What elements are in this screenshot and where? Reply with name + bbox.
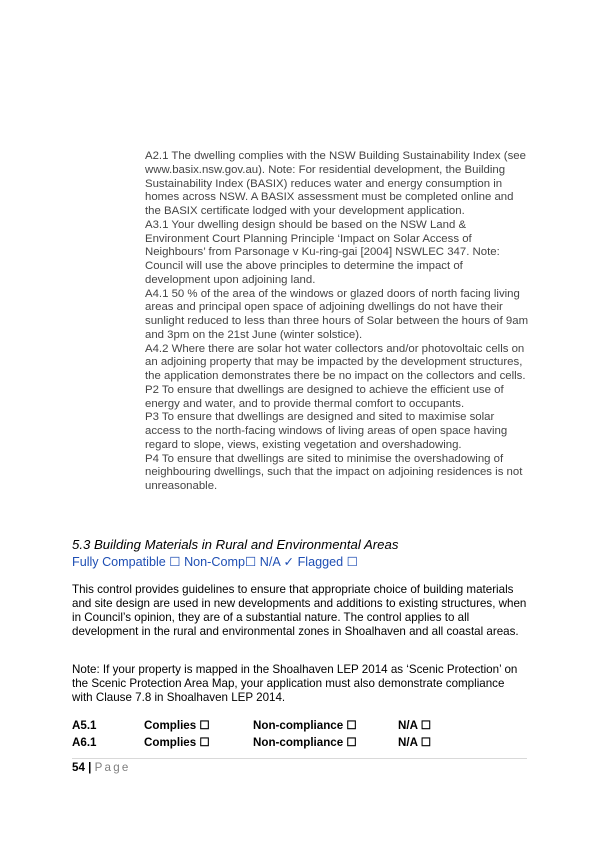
complies-checkbox[interactable]: Complies ☐: [144, 735, 210, 749]
compliance-row: [72, 735, 532, 752]
compliance-table: [72, 718, 532, 751]
na-checkbox[interactable]: N/A ☐: [398, 719, 432, 732]
row-code: A5.1: [72, 719, 97, 732]
complies-checkbox[interactable]: Complies ☐: [144, 719, 210, 732]
page-number: 54: [72, 761, 85, 774]
compatibility-status-line: Fully Compatible ☐ Non-Comp☐ N/A ✓ Flagged ☐: [72, 555, 358, 569]
control-description: This control provides guidelines to ensure that appropriate choice of building materials and site design are used in new developments and additions to existing structures, when in Council’s opinion, they are of a substantial nature. The control applies to all development in the rural and environmental zones in Shoalhaven and all coastal areas.: [72, 583, 527, 638]
paragraph-a3-1: A3.1 Your dwelling design should be based on the NSW Land & Environment Court Planning Principle ‘Impact on Solar Access of Neighbours’ from Parsonage v Ku-ring-gai [2004] NSWLEC 347. Note: Council will use the above principles to determine the impact of development upon adjoining land.: [145, 218, 500, 286]
paragraph-a4-1: A4.1 50 % of the area of the windows or glazed doors of north facing living areas and principal open space of adjoining dwellings do not have their sunlight reduced to less than three hours of Solar between the hours of 9am and 3pm on the 21st June (winter solstice).: [145, 287, 529, 341]
paragraph-p3: P3 To ensure that dwellings are designed and sited to maximise solar access to the north-facing windows of living areas of open space having regard to slope, views, existing vegetation and overshadowing.: [145, 411, 508, 451]
non-compliance-checkbox[interactable]: Non-compliance ☐: [253, 735, 357, 749]
scenic-protection-note: Note: If your property is mapped in the Shoalhaven LEP 2014 as ‘Scenic Protection’ on the Scenic Protection Area Map, your application must also demonstrate compliance with Clause 7.8 in Shoalhaven LEP 2014.: [72, 663, 518, 704]
paragraph-p4: P4 To ensure that dwellings are sited to minimise the overshadowing of neighbouring dwellings, such that the impact on adjoining residences is not unreasonable.: [145, 452, 523, 492]
section-heading: 5.3 Building Materials in Rural and Environmental Areas: [72, 537, 399, 552]
row-code: A6.1: [72, 735, 97, 749]
page-footer: [72, 758, 527, 774]
non-compliance-checkbox[interactable]: Non-compliance ☐: [253, 719, 357, 732]
paragraph-a2-1: A2.1 The dwelling complies with the NSW Building Sustainability Index (see www.basix.nsw.gov.au). Note: For residential development, the Building Sustainability Index (BASIX) reduces water and energy consumption in homes across NSW. A BASIX assessment must be completed online and the BASIX certificate lodged with your development application.: [145, 150, 526, 217]
page-separator: |: [88, 761, 92, 774]
page-label: Page: [94, 761, 131, 774]
indented-requirements: [145, 150, 530, 494]
na-checkbox[interactable]: N/A ☐: [398, 735, 432, 749]
paragraph-p2: P2 To ensure that dwellings are designed to achieve the efficient use of energy and water, and to provide thermal comfort to occupants.: [145, 383, 504, 410]
compliance-row: [72, 718, 532, 735]
paragraph-a4-2: A4.2 Where there are solar hot water collectors and/or photovoltaic cells on an adjoining property that may be impacted by the development structures, the application demonstrates there be no impact on the collectors and cells.: [145, 342, 526, 382]
